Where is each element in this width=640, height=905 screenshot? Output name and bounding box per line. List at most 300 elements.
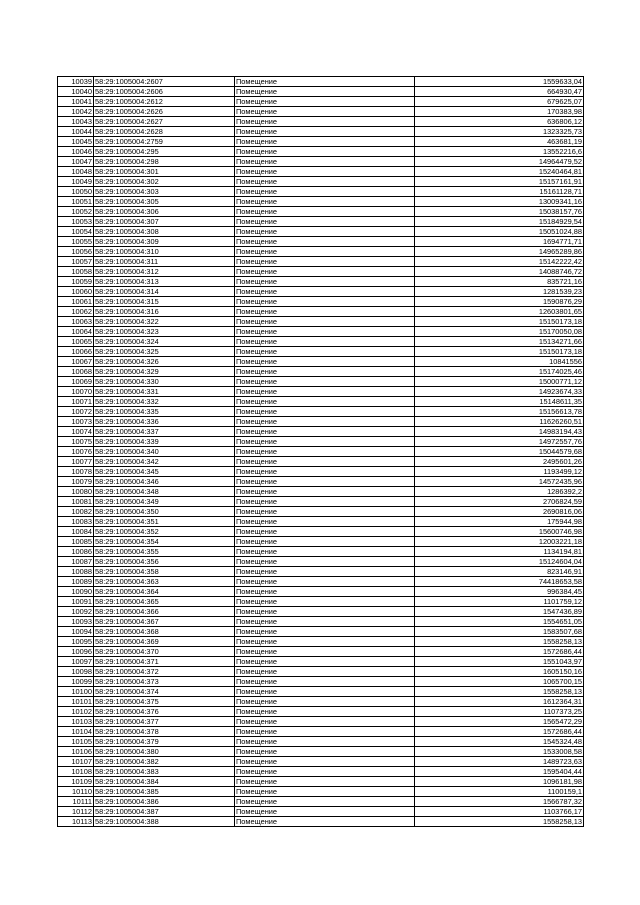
row-number: 10068 <box>58 367 94 377</box>
cadastral-value: 996384,45 <box>415 587 584 597</box>
row-number: 10040 <box>58 87 94 97</box>
object-type: Помещение <box>235 717 415 727</box>
row-number: 10071 <box>58 397 94 407</box>
object-type: Помещение <box>235 737 415 747</box>
cadastral-value: 679625,07 <box>415 97 584 107</box>
table-row <box>58 787 584 797</box>
row-number: 10066 <box>58 347 94 357</box>
row-number: 10075 <box>58 437 94 447</box>
object-type: Помещение <box>235 317 415 327</box>
cadastral-number: 58:29:1005004:351 <box>94 517 235 527</box>
object-type: Помещение <box>235 787 415 797</box>
cadastral-number: 58:29:1005004:377 <box>94 717 235 727</box>
cadastral-number: 58:29:1005004:326 <box>94 357 235 367</box>
cadastral-number: 58:29:1005004:331 <box>94 387 235 397</box>
cadastral-number: 58:29:1005004:365 <box>94 597 235 607</box>
table-row <box>58 647 584 657</box>
cadastral-number: 58:29:1005004:346 <box>94 477 235 487</box>
object-type: Помещение <box>235 697 415 707</box>
object-type: Помещение <box>235 237 415 247</box>
table-row <box>58 357 584 367</box>
row-number: 10064 <box>58 327 94 337</box>
row-number: 10097 <box>58 657 94 667</box>
cadastral-value: 1533008,58 <box>415 747 584 757</box>
cadastral-value: 15240464,81 <box>415 167 584 177</box>
cadastral-number: 58:29:1005004:332 <box>94 397 235 407</box>
row-number: 10079 <box>58 477 94 487</box>
cadastral-number: 58:29:1005004:312 <box>94 267 235 277</box>
table-row <box>58 777 584 787</box>
row-number: 10053 <box>58 217 94 227</box>
cadastral-number: 58:29:1005004:2612 <box>94 97 235 107</box>
table-row <box>58 607 584 617</box>
cadastral-value: 1551043,97 <box>415 657 584 667</box>
row-number: 10086 <box>58 547 94 557</box>
cadastral-number: 58:29:1005004:356 <box>94 557 235 567</box>
row-number: 10067 <box>58 357 94 367</box>
cadastral-value: 14972557,76 <box>415 437 584 447</box>
object-type: Помещение <box>235 277 415 287</box>
row-number: 10107 <box>58 757 94 767</box>
object-type: Помещение <box>235 647 415 657</box>
cadastral-number: 58:29:1005004:373 <box>94 677 235 687</box>
row-number: 10051 <box>58 197 94 207</box>
cadastral-number: 58:29:1005004:310 <box>94 247 235 257</box>
table-row <box>58 397 584 407</box>
object-type: Помещение <box>235 417 415 427</box>
table-row <box>58 807 584 817</box>
cadastral-value: 15150173,18 <box>415 347 584 357</box>
cadastral-value: 1558258,13 <box>415 687 584 697</box>
table-row <box>58 197 584 207</box>
row-number: 10094 <box>58 627 94 637</box>
cadastral-number: 58:29:1005004:358 <box>94 567 235 577</box>
cadastral-value: 14923674,33 <box>415 387 584 397</box>
table-row <box>58 427 584 437</box>
cadastral-number: 58:29:1005004:2606 <box>94 87 235 97</box>
table-row <box>58 327 584 337</box>
table-body <box>58 77 584 827</box>
cadastral-value: 15174025,46 <box>415 367 584 377</box>
object-type: Помещение <box>235 507 415 517</box>
cadastral-value: 11626260,51 <box>415 417 584 427</box>
table-row <box>58 287 584 297</box>
row-number: 10072 <box>58 407 94 417</box>
cadastral-number: 58:29:1005004:2628 <box>94 127 235 137</box>
object-type: Помещение <box>235 127 415 137</box>
cadastral-number: 58:29:1005004:2607 <box>94 77 235 87</box>
row-number: 10054 <box>58 227 94 237</box>
table-row <box>58 297 584 307</box>
cadastral-number: 58:29:1005004:348 <box>94 487 235 497</box>
object-type: Помещение <box>235 177 415 187</box>
cadastral-number: 58:29:1005004:340 <box>94 447 235 457</box>
row-number: 10112 <box>58 807 94 817</box>
table-row <box>58 477 584 487</box>
cadastral-value: 1572686,44 <box>415 727 584 737</box>
table-row <box>58 657 584 667</box>
cadastral-value: 12003221,18 <box>415 537 584 547</box>
table-row <box>58 437 584 447</box>
table-row <box>58 767 584 777</box>
row-number: 10092 <box>58 607 94 617</box>
table-row <box>58 147 584 157</box>
table-row <box>58 717 584 727</box>
table-row <box>58 487 584 497</box>
object-type: Помещение <box>235 217 415 227</box>
cadastral-number: 58:29:1005004:295 <box>94 147 235 157</box>
cadastral-value: 10841556 <box>415 357 584 367</box>
table-row <box>58 77 584 87</box>
cadastral-number: 58:29:1005004:298 <box>94 157 235 167</box>
table-row <box>58 127 584 137</box>
cadastral-value: 15184929,54 <box>415 217 584 227</box>
cadastral-value: 823146,91 <box>415 567 584 577</box>
cadastral-value: 1545324,48 <box>415 737 584 747</box>
row-number: 10078 <box>58 467 94 477</box>
cadastral-value: 1559633,04 <box>415 77 584 87</box>
cadastral-number: 58:29:1005004:2627 <box>94 117 235 127</box>
object-type: Помещение <box>235 677 415 687</box>
object-type: Помещение <box>235 777 415 787</box>
table-row <box>58 207 584 217</box>
cadastral-number: 58:29:1005004:330 <box>94 377 235 387</box>
table-row <box>58 157 584 167</box>
object-type: Помещение <box>235 377 415 387</box>
object-type: Помещение <box>235 667 415 677</box>
table-row <box>58 677 584 687</box>
object-type: Помещение <box>235 467 415 477</box>
row-number: 10056 <box>58 247 94 257</box>
table-row <box>58 527 584 537</box>
object-type: Помещение <box>235 257 415 267</box>
row-number: 10049 <box>58 177 94 187</box>
row-number: 10048 <box>58 167 94 177</box>
cadastral-number: 58:29:1005004:323 <box>94 327 235 337</box>
cadastral-value: 1107373,25 <box>415 707 584 717</box>
table-row <box>58 97 584 107</box>
row-number: 10055 <box>58 237 94 247</box>
object-type: Помещение <box>235 607 415 617</box>
object-type: Помещение <box>235 367 415 377</box>
cadastral-number: 58:29:1005004:342 <box>94 457 235 467</box>
object-type: Помещение <box>235 267 415 277</box>
row-number: 10080 <box>58 487 94 497</box>
row-number: 10101 <box>58 697 94 707</box>
table-row <box>58 257 584 267</box>
row-number: 10085 <box>58 537 94 547</box>
cadastral-number: 58:29:1005004:350 <box>94 507 235 517</box>
cadastral-value: 463681,19 <box>415 137 584 147</box>
object-type: Помещение <box>235 157 415 167</box>
table-row <box>58 617 584 627</box>
object-type: Помещение <box>235 207 415 217</box>
row-number: 10047 <box>58 157 94 167</box>
cadastral-number: 58:29:1005004:376 <box>94 707 235 717</box>
cadastral-number: 58:29:1005004:380 <box>94 747 235 757</box>
cadastral-value: 13552216,6 <box>415 147 584 157</box>
row-number: 10039 <box>58 77 94 87</box>
table-row <box>58 417 584 427</box>
table-row <box>58 177 584 187</box>
cadastral-number: 58:29:1005004:2759 <box>94 137 235 147</box>
table-row <box>58 227 584 237</box>
row-number: 10096 <box>58 647 94 657</box>
cadastral-number: 58:29:1005004:354 <box>94 537 235 547</box>
cadastral-value: 1558258,13 <box>415 637 584 647</box>
cadastral-number: 58:29:1005004:367 <box>94 617 235 627</box>
row-number: 10058 <box>58 267 94 277</box>
table-row <box>58 247 584 257</box>
table-row <box>58 457 584 467</box>
cadastral-number: 58:29:1005004:364 <box>94 587 235 597</box>
table-row <box>58 187 584 197</box>
row-number: 10065 <box>58 337 94 347</box>
table-row <box>58 217 584 227</box>
row-number: 10043 <box>58 117 94 127</box>
cadastral-number: 58:29:1005004:386 <box>94 797 235 807</box>
table-row <box>58 137 584 147</box>
cadastral-value: 1595404,44 <box>415 767 584 777</box>
row-number: 10063 <box>58 317 94 327</box>
row-number: 10060 <box>58 287 94 297</box>
table-row <box>58 367 584 377</box>
cadastral-value: 15157161,91 <box>415 177 584 187</box>
table-row <box>58 597 584 607</box>
cadastral-value: 74418653,58 <box>415 577 584 587</box>
cadastral-number: 58:29:1005004:307 <box>94 217 235 227</box>
cadastral-value: 664930,47 <box>415 87 584 97</box>
row-number: 10077 <box>58 457 94 467</box>
row-number: 10061 <box>58 297 94 307</box>
object-type: Помещение <box>235 297 415 307</box>
cadastral-number: 58:29:1005004:305 <box>94 197 235 207</box>
row-number: 10098 <box>58 667 94 677</box>
cadastral-value: 14965289,86 <box>415 247 584 257</box>
row-number: 10069 <box>58 377 94 387</box>
object-type: Помещение <box>235 227 415 237</box>
cadastral-number: 58:29:1005004:374 <box>94 687 235 697</box>
object-type: Помещение <box>235 197 415 207</box>
object-type: Помещение <box>235 797 415 807</box>
object-type: Помещение <box>235 167 415 177</box>
object-type: Помещение <box>235 87 415 97</box>
row-number: 10108 <box>58 767 94 777</box>
object-type: Помещение <box>235 517 415 527</box>
row-number: 10103 <box>58 717 94 727</box>
table-row <box>58 497 584 507</box>
cadastral-number: 58:29:1005004:375 <box>94 697 235 707</box>
table-row <box>58 757 584 767</box>
cadastral-number: 58:29:1005004:316 <box>94 307 235 317</box>
cadastral-value: 636806,12 <box>415 117 584 127</box>
cadastral-number: 58:29:1005004:355 <box>94 547 235 557</box>
cadastral-value: 15156613,78 <box>415 407 584 417</box>
cadastral-value: 15161128,71 <box>415 187 584 197</box>
table-row <box>58 627 584 637</box>
table-row <box>58 467 584 477</box>
object-type: Помещение <box>235 727 415 737</box>
row-number: 10083 <box>58 517 94 527</box>
object-type: Помещение <box>235 487 415 497</box>
row-number: 10073 <box>58 417 94 427</box>
table-row <box>58 537 584 547</box>
table-row <box>58 347 584 357</box>
object-type: Помещение <box>235 437 415 447</box>
object-type: Помещение <box>235 287 415 297</box>
row-number: 10076 <box>58 447 94 457</box>
cadastral-number: 58:29:1005004:382 <box>94 757 235 767</box>
table-row <box>58 697 584 707</box>
cadastral-number: 58:29:1005004:313 <box>94 277 235 287</box>
object-type: Помещение <box>235 807 415 817</box>
object-type: Помещение <box>235 187 415 197</box>
cadastral-value: 1583507,68 <box>415 627 584 637</box>
cadastral-number: 58:29:1005004:308 <box>94 227 235 237</box>
cadastral-value: 1566787,32 <box>415 797 584 807</box>
object-type: Помещение <box>235 707 415 717</box>
object-type: Помещение <box>235 547 415 557</box>
cadastral-number: 58:29:1005004:315 <box>94 297 235 307</box>
object-type: Помещение <box>235 407 415 417</box>
object-type: Помещение <box>235 497 415 507</box>
cadastral-value: 12603801,65 <box>415 307 584 317</box>
cadastral-number: 58:29:1005004:371 <box>94 657 235 667</box>
cadastral-value: 1694771,71 <box>415 237 584 247</box>
row-number: 10110 <box>58 787 94 797</box>
object-type: Помещение <box>235 387 415 397</box>
table-row <box>58 547 584 557</box>
row-number: 10070 <box>58 387 94 397</box>
cadastral-value: 1134194,81 <box>415 547 584 557</box>
row-number: 10099 <box>58 677 94 687</box>
cadastral-number: 58:29:1005004:301 <box>94 167 235 177</box>
table-row <box>58 637 584 647</box>
cadastral-number: 58:29:1005004:324 <box>94 337 235 347</box>
table-row <box>58 727 584 737</box>
cadastral-number: 58:29:1005004:349 <box>94 497 235 507</box>
row-number: 10082 <box>58 507 94 517</box>
table-row <box>58 577 584 587</box>
row-number: 10093 <box>58 617 94 627</box>
row-number: 10105 <box>58 737 94 747</box>
object-type: Помещение <box>235 457 415 467</box>
cadastral-value: 1096181,98 <box>415 777 584 787</box>
cadastral-value: 15000771,12 <box>415 377 584 387</box>
row-number: 10109 <box>58 777 94 787</box>
cadastral-value: 1612364,31 <box>415 697 584 707</box>
table-row <box>58 747 584 757</box>
cadastral-number: 58:29:1005004:303 <box>94 187 235 197</box>
row-number: 10052 <box>58 207 94 217</box>
object-type: Помещение <box>235 687 415 697</box>
object-type: Помещение <box>235 747 415 757</box>
cadastral-value: 1101759,12 <box>415 597 584 607</box>
row-number: 10090 <box>58 587 94 597</box>
row-number: 10045 <box>58 137 94 147</box>
object-type: Помещение <box>235 337 415 347</box>
cadastral-value: 1193499,12 <box>415 467 584 477</box>
table-row <box>58 117 584 127</box>
cadastral-value: 1547436,89 <box>415 607 584 617</box>
cadastral-number: 58:29:1005004:387 <box>94 807 235 817</box>
table-row <box>58 237 584 247</box>
table-row <box>58 587 584 597</box>
cadastral-number: 58:29:1005004:352 <box>94 527 235 537</box>
cadastral-number: 58:29:1005004:384 <box>94 777 235 787</box>
object-type: Помещение <box>235 427 415 437</box>
cadastral-value: 1286392,2 <box>415 487 584 497</box>
cadastral-value: 15038157,76 <box>415 207 584 217</box>
table-row <box>58 507 584 517</box>
cadastral-value: 1103766,17 <box>415 807 584 817</box>
cadastral-number: 58:29:1005004:368 <box>94 627 235 637</box>
cadastral-number: 58:29:1005004:314 <box>94 287 235 297</box>
row-number: 10089 <box>58 577 94 587</box>
cadastral-value: 1590876,29 <box>415 297 584 307</box>
cadastral-value: 15044579,68 <box>415 447 584 457</box>
object-type: Помещение <box>235 597 415 607</box>
table-row <box>58 667 584 677</box>
cadastral-number: 58:29:1005004:2626 <box>94 107 235 117</box>
object-type: Помещение <box>235 147 415 157</box>
cadastral-number: 58:29:1005004:302 <box>94 177 235 187</box>
table-row <box>58 447 584 457</box>
table-row <box>58 817 584 827</box>
cadastral-number: 58:29:1005004:383 <box>94 767 235 777</box>
cadastral-number: 58:29:1005004:336 <box>94 417 235 427</box>
cadastral-number: 58:29:1005004:309 <box>94 237 235 247</box>
table-row <box>58 567 584 577</box>
cadastral-value: 2706824,59 <box>415 497 584 507</box>
row-number: 10111 <box>58 797 94 807</box>
cadastral-value: 2690816,06 <box>415 507 584 517</box>
object-type: Помещение <box>235 767 415 777</box>
cadastral-value: 15051024,88 <box>415 227 584 237</box>
cadastral-value: 170383,98 <box>415 107 584 117</box>
row-number: 10041 <box>58 97 94 107</box>
object-type: Помещение <box>235 587 415 597</box>
cadastral-number: 58:29:1005004:322 <box>94 317 235 327</box>
cadastral-value: 175944,98 <box>415 517 584 527</box>
cadastral-value: 1565472,29 <box>415 717 584 727</box>
cadastral-value: 15170050,08 <box>415 327 584 337</box>
cadastral-number: 58:29:1005004:337 <box>94 427 235 437</box>
cadastral-value: 14572435,96 <box>415 477 584 487</box>
table-row <box>58 307 584 317</box>
object-type: Помещение <box>235 347 415 357</box>
row-number: 10088 <box>58 567 94 577</box>
row-number: 10044 <box>58 127 94 137</box>
cadastral-number: 58:29:1005004:369 <box>94 637 235 647</box>
cadastral-value: 2495601,26 <box>415 457 584 467</box>
cadastral-value: 14983194,43 <box>415 427 584 437</box>
object-type: Помещение <box>235 817 415 827</box>
table-row <box>58 517 584 527</box>
cadastral-number: 58:29:1005004:363 <box>94 577 235 587</box>
row-number: 10074 <box>58 427 94 437</box>
cadastral-value: 835721,16 <box>415 277 584 287</box>
row-number: 10046 <box>58 147 94 157</box>
cadastral-value: 15124604,04 <box>415 557 584 567</box>
table-row <box>58 557 584 567</box>
cadastral-value: 15142222,42 <box>415 257 584 267</box>
cadastral-value: 1554651,05 <box>415 617 584 627</box>
cadastral-number: 58:29:1005004:388 <box>94 817 235 827</box>
cadastral-number: 58:29:1005004:379 <box>94 737 235 747</box>
object-type: Помещение <box>235 567 415 577</box>
object-type: Помещение <box>235 557 415 567</box>
